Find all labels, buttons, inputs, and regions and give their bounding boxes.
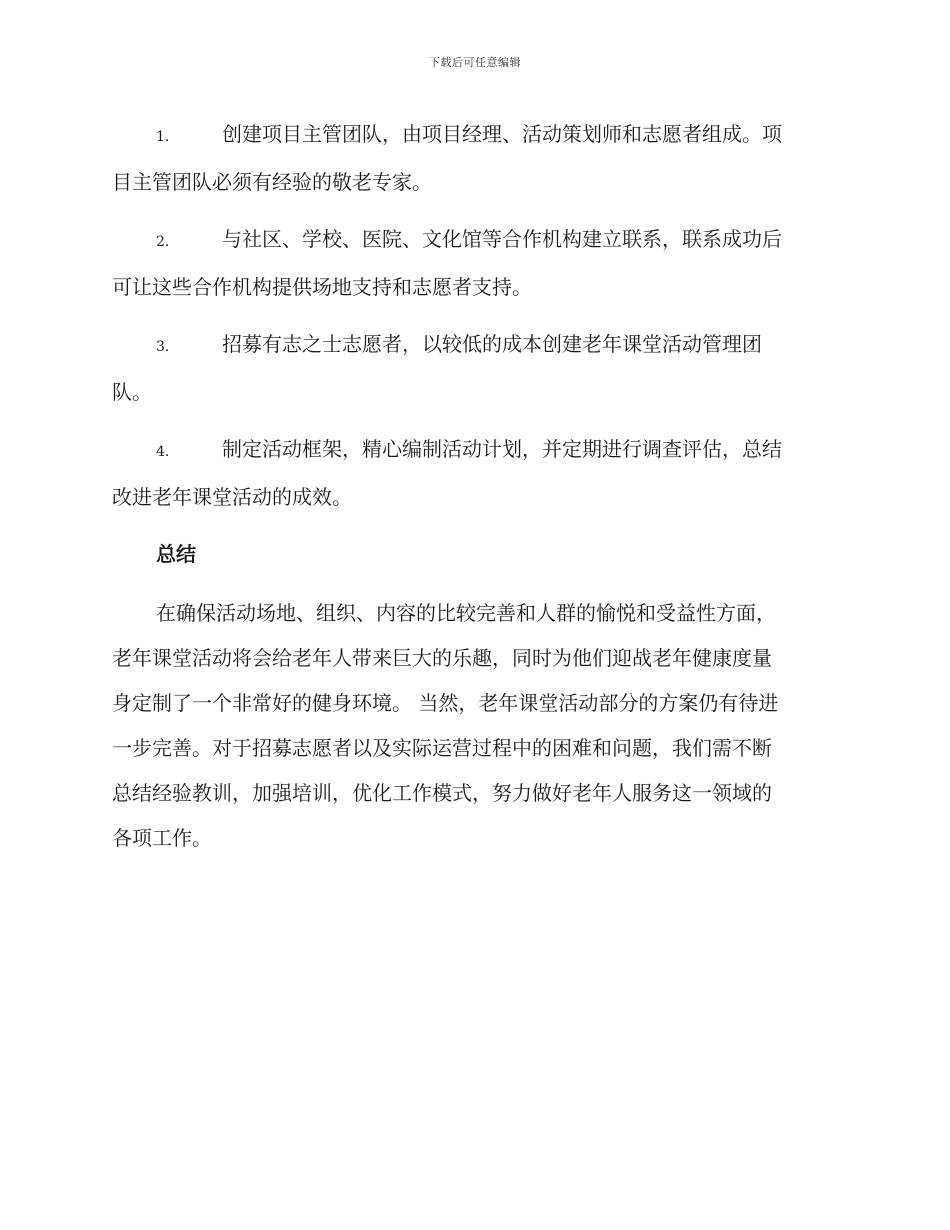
list-item-text: 制定活动框架，精心编制活动计划，并定期进行调查评估，总结 [222,437,782,461]
paragraph-line: 各项工作。 [112,826,212,850]
list-item-first-line [112,322,837,370]
list-number: 4. [156,444,170,460]
list-number: 2. [156,234,170,250]
paragraph-line: 身定制了一个非常好的健身环境。 当然，老年课堂活动部分的方案仍有待进 [112,691,779,715]
list-item-text: 招募有志之士志愿者，以较低的成本创建老年课堂活动管理团 [222,332,762,356]
list-item-text: 与社区、学校、医院、文化馆等合作机构建立联系，联系成功后 [222,227,782,251]
list-item-1 [112,112,837,205]
list-item-4 [112,427,837,520]
document-body [112,112,837,861]
list-item-3 [112,322,837,415]
list-item-first-line [112,427,837,475]
list-item-first-line [112,112,837,160]
list-number: 3. [156,339,170,355]
list-number: 1. [156,129,170,145]
list-item-continuation: 队。 [112,380,152,404]
list-item-2 [112,217,837,310]
list-item-first-line [112,217,837,265]
paragraph-line: 一步完善。对于招募志愿者以及实际运营过程中的困难和问题，我们需不断 [112,736,772,760]
list-item-continuation: 可让这些合作机构提供场地支持和志愿者支持。 [112,275,532,299]
paragraph-line: 老年课堂活动将会给老年人带来巨大的乐趣，同时为他们迎战老年健康度量 [112,646,772,670]
summary-paragraph [112,591,837,861]
page-header: 下载后可任意编辑 [429,56,521,69]
summary-heading: 总结 [156,542,196,566]
list-item-continuation: 目主管团队必须有经验的敬老专家。 [112,170,432,194]
list-item-text: 创建项目主管团队，由项目经理、活动策划师和志愿者组成。项 [222,122,782,146]
paragraph-line: 在确保活动场地、组织、内容的比较完善和人群的愉悦和受益性方面， [156,601,776,625]
list-item-continuation: 改进老年课堂活动的成效。 [112,485,352,509]
paragraph-line: 总结经验教训，加强培训，优化工作模式，努力做好老年人服务这一领域的 [112,781,772,805]
